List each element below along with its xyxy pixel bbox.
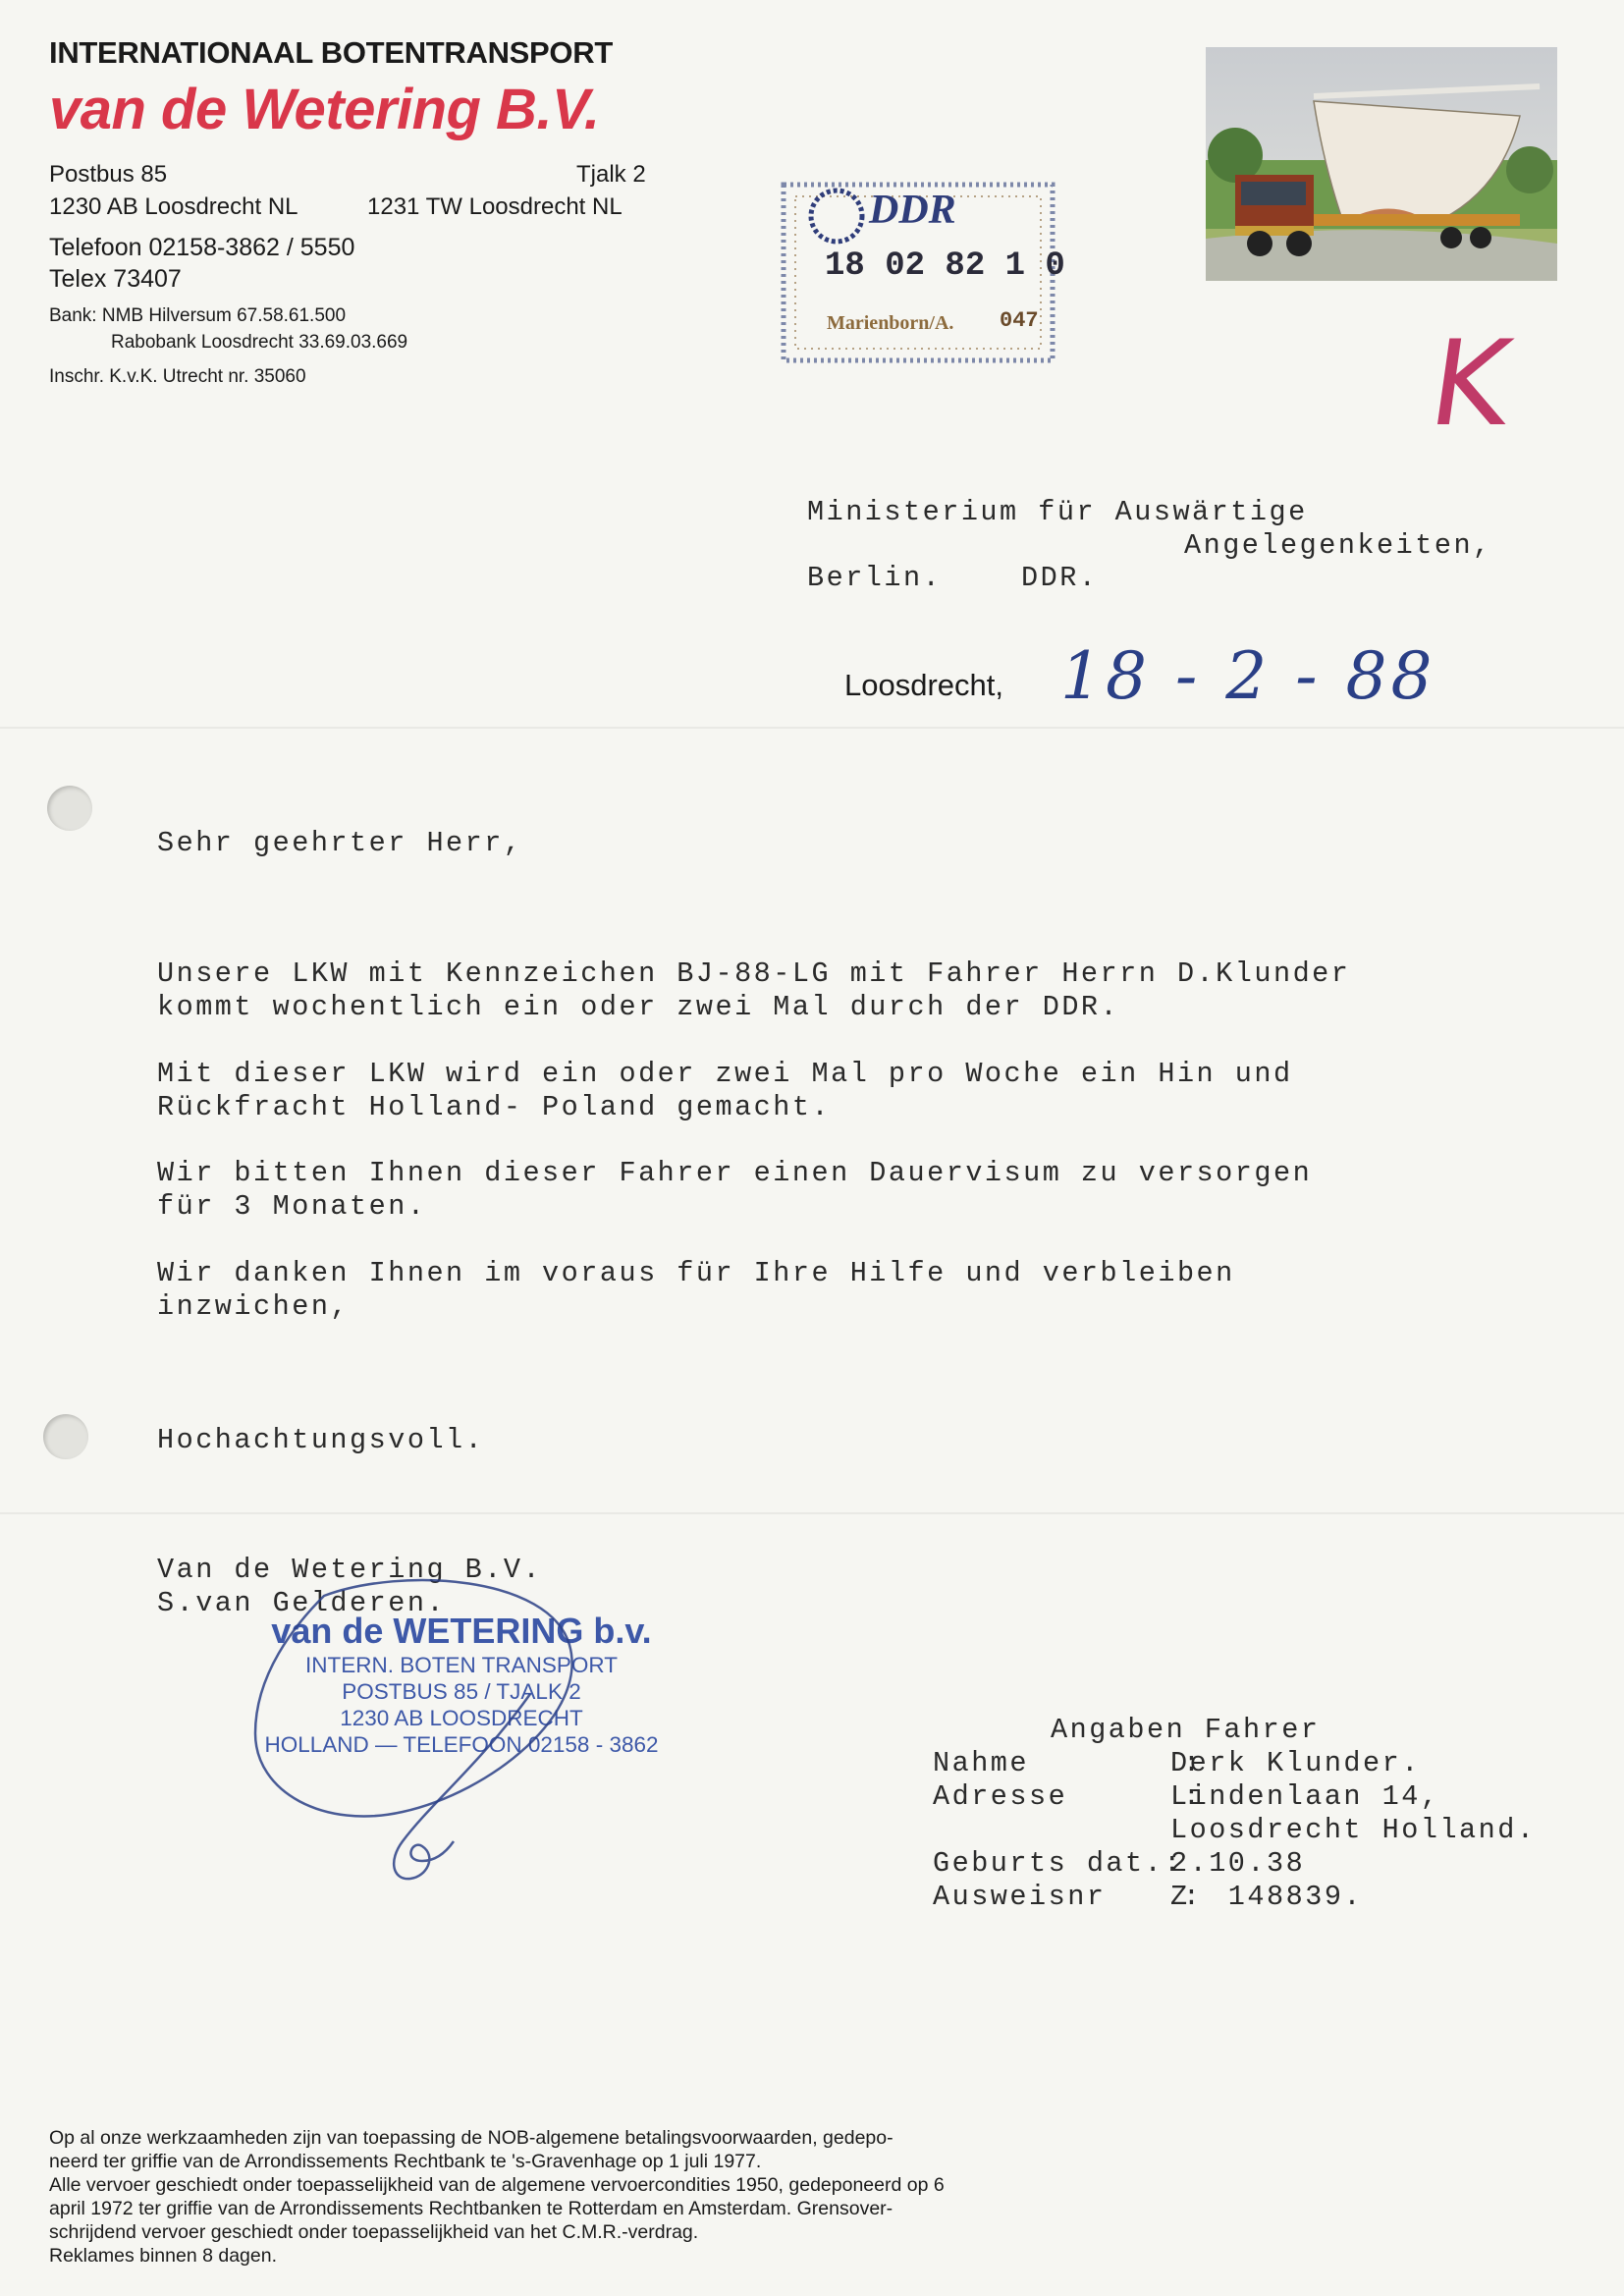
footer-terms (49, 2126, 1178, 2268)
driver-name-label: Nahme : (933, 1747, 1203, 1779)
driver-address-value-1: Lindenlaan 14, (1170, 1780, 1440, 1813)
kvk-registration: Inschr. K.v.K. Utrecht nr. 35060 (49, 366, 306, 387)
stamp-place: Marienborn/A. (827, 312, 954, 334)
stamp-date: 18 02 82 1 0 (825, 247, 1065, 285)
footer-line-6: Reklames binnen 8 dagen. (49, 2245, 277, 2267)
paragraph-3-line-2: für 3 Monaten. (157, 1190, 427, 1223)
recipient-line2: Angelegenkeiten, (1184, 529, 1492, 562)
company-stamp-line4: HOLLAND — TELEFOON 02158 - 3862 (264, 1732, 659, 1757)
driver-id-label: Ausweisnr : (933, 1881, 1203, 1913)
street-city: 1231 TW Loosdrecht NL (367, 193, 623, 220)
footer-line-5: schrijdend vervoer geschiedt onder toepasselijkheid van het C.M.R.-verdrag. (49, 2221, 699, 2243)
street-address: Tjalk 2 (576, 161, 646, 188)
footer-line-1: Op al onze werkzaamheden zijn van toepassing de NOB-algemene betalingsvoorwaarden, gedepo- (49, 2127, 893, 2149)
driver-birth-value: 2.10.38 (1170, 1847, 1306, 1880)
punch-hole (47, 786, 92, 831)
telex: Telex 73407 (49, 265, 182, 293)
recipient-line1: Ministerium für Auswärtige (807, 496, 1308, 528)
salutation: Sehr geehrter Herr, (157, 827, 523, 859)
truck-boat-photo (1206, 47, 1557, 281)
driver-id-value: Z 148839. (1170, 1881, 1364, 1913)
closing: Hochachtungsvoll. (157, 1424, 485, 1456)
driver-address-value-2: Loosdrecht Holland. (1170, 1814, 1537, 1846)
company-name: van de Wetering B.V. (49, 78, 600, 141)
driver-address-label: Adresse : (933, 1780, 1203, 1813)
stamp-number: 047 (1000, 308, 1039, 333)
driver-name-value: Derk Klunder. (1170, 1747, 1421, 1779)
paper-fold (0, 1512, 1624, 1514)
paragraph-3-line-1: Wir bitten Ihnen dieser Fahrer einen Dauervisum zu versorgen (157, 1157, 1313, 1189)
signer-name: S.van Gelderen. (157, 1587, 447, 1619)
telefoon: Telefoon 02158-3862 / 5550 (49, 234, 355, 261)
company-stamp-line2: POSTBUS 85 / TJALK 2 (342, 1679, 581, 1704)
paragraph-1-line-2: kommt wochentlich ein oder zwei Mal durch der DDR. (157, 991, 1120, 1023)
paragraph-2-line-1: Mit dieser LKW wird ein oder zwei Mal pro Woche ein Hin und (157, 1058, 1293, 1090)
signer-company: Van de Wetering B.V. (157, 1554, 543, 1586)
handwritten-mark: K (1422, 316, 1519, 453)
bank-rabobank: Rabobank Loosdrecht 33.69.03.669 (111, 332, 408, 353)
paragraph-4-line-2: inzwichen, (157, 1290, 351, 1323)
stamp-country: DDR (869, 188, 956, 233)
ddr-entry-stamp (776, 177, 1065, 368)
company-stamp-line1: INTERN. BOTEN TRANSPORT (305, 1653, 618, 1677)
postbus-city: 1230 AB Loosdrecht NL (49, 193, 298, 220)
recipient-country: DDR. (1021, 562, 1099, 594)
driver-heading: Angaben Fahrer (1051, 1714, 1321, 1746)
footer-line-3: Alle vervoer geschiedt onder toepasselijkheid van de algemene vervoercondities 1950, gedeponeerd op 6 (49, 2174, 945, 2196)
punch-hole (43, 1414, 88, 1459)
paragraph-4-line-1: Wir danken Ihnen im voraus für Ihre Hilfe und verbleiben (157, 1257, 1235, 1289)
bank-nmb: Bank: NMB Hilversum 67.58.61.500 (49, 305, 347, 326)
signature-icon (236, 1566, 628, 1900)
paragraph-1-line-1: Unsere LKW mit Kennzeichen BJ-88-LG mit Fahrer Herrn D.Klunder (157, 957, 1351, 990)
footer-line-2: neerd ter griffie van de Arrondissements Rechtbank te 's-Gravenhage op 1 juli 1977. (49, 2151, 762, 2172)
letterhead-tagline: INTERNATIONAAL BOTENTRANSPORT (49, 35, 613, 70)
letter-date: 18 - 2 - 88 (1060, 638, 1436, 714)
footer-line-4: april 1972 ter griffie van de Arrondissements Rechtbanken te Rotterdam en Amsterdam. Grensover- (49, 2198, 893, 2219)
company-stamp-line3: 1230 AB LOOSDRECHT (340, 1706, 583, 1730)
company-stamp-name: van de WETERING b.v. (271, 1611, 652, 1651)
recipient-city: Berlin. (807, 562, 943, 594)
postbus: Postbus 85 (49, 161, 168, 188)
letter-place: Loosdrecht, (844, 668, 1003, 702)
paragraph-2-line-2: Rückfracht Holland- Poland gemacht. (157, 1091, 832, 1123)
driver-birth-label: Geburts dat.: (933, 1847, 1183, 1880)
paper-fold (0, 727, 1624, 729)
